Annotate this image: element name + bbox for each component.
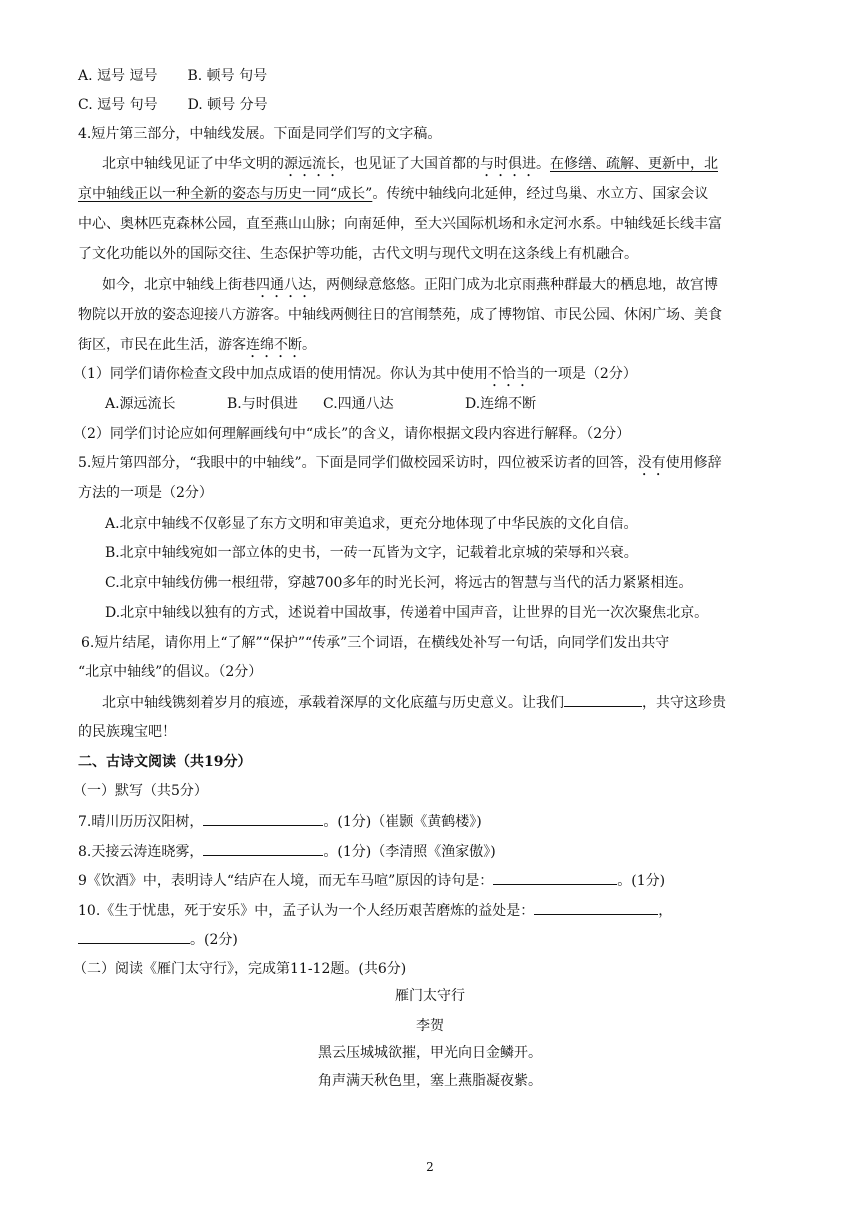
q6-answer-blank[interactable]: [564, 692, 642, 707]
q10-line1: [78, 900, 672, 921]
q9-answer-blank[interactable]: [493, 870, 617, 885]
text: 。(1分)（崔颢《黄鹤楼》): [323, 814, 482, 830]
q4-p1-line3: 中心、奥林匹克森林公园，直至燕山山脉；向南延伸，至大兴国际机场和永定河水系。中轴线延长线丰富: [78, 216, 722, 232]
underlined-sentence-part-2: 京中轴线正以一种全新的姿态与历史一同“成长”: [78, 186, 373, 202]
section2-title: 二、古诗文阅读（共19分）: [78, 754, 252, 770]
q3-option-a: A. 逗号 逗号: [78, 68, 158, 84]
text: ，共守这珍贵: [642, 695, 726, 711]
text: 。: [536, 156, 550, 172]
q7: [78, 811, 482, 832]
q10-answer-blank-2[interactable]: [78, 929, 190, 944]
q6-line1: 6.短片结尾，请你用上“了解”“保护”“传承”三个词语，在横线处补写一句话，向同学们发出共守: [81, 635, 670, 651]
q10-answer-blank-1[interactable]: [534, 900, 658, 915]
text: 。(1分): [617, 873, 666, 889]
q4-p1-line2: [78, 184, 708, 204]
page-number: 2: [426, 1160, 434, 1174]
poem-line-2: 角声满天秋色里，塞上燕脂凝夜紫。: [318, 1073, 542, 1089]
q4-option-a: A.源远流长: [105, 396, 176, 412]
underlined-sentence-part-1: 在修缮、疏解、更新中，北: [550, 156, 718, 172]
dotted-word-inappropriate: 不恰当: [487, 366, 530, 382]
dotted-idiom-4: 连绵不断: [246, 337, 302, 353]
text: 北京中轴线镌刻着岁月的痕迹，承载着深厚的文化底蕴与历史意义。让我们: [102, 695, 564, 711]
q4-p2-line2: 物院以开放的姿态迎接八方游客。中轴线两侧往日的宫闱禁苑，成了博物馆、市民公园、休闲广场、美食: [78, 307, 722, 323]
text: 北京中轴线见证了中华文明的: [102, 156, 284, 172]
q4-p1-line1: [102, 154, 718, 180]
q6-paragraph-line2: 的民族瑰宝吧！: [78, 724, 176, 740]
text: 10.《生于忧患，死于安乐》中，孟子认为一个人经历艰苦磨炼的益处是：: [78, 903, 535, 919]
section2-sub1-title: （一）默写（共5分）: [73, 783, 208, 799]
text: 8.天接云涛连晓雾，: [78, 844, 204, 860]
q3-options-row-1: [78, 66, 267, 86]
section2-sub2-title: （二）阅读《雁门太守行》，完成第11-12题。(共6分): [73, 961, 407, 977]
dotted-word-none: 没有: [637, 455, 666, 471]
q4-p2-line1: [102, 275, 718, 301]
text: （1）同学们请你检查文段中加点成语的使用情况。你认为其中使用: [73, 366, 488, 382]
q4-sub2: （2）同学们讨论应如何理解画线句中“成长”的含义，请你根据文段内容进行解释。（2分）: [73, 426, 631, 442]
text: 9《饮酒》中，表明诗人“结庐在人境，而无车马喧”原因的诗句是：: [78, 873, 494, 889]
dotted-idiom-1: 源远流长: [284, 156, 340, 172]
text: 。: [302, 337, 316, 353]
text: ，: [658, 903, 673, 919]
q5-option-c: C.北京中轴线仿佛一根纽带，穿越700多年的时光长河，将远古的智慧与当代的活力紧紧相连。: [105, 575, 693, 591]
q4-p2-line3: [78, 335, 316, 361]
text: 。(2分): [190, 932, 238, 948]
q4-option-b: B.与时俱进: [227, 396, 298, 412]
dotted-idiom-3: 四通八达: [256, 277, 312, 293]
q3-option-b: B. 顿号 句号: [187, 68, 268, 84]
q3-option-d: D. 顿号 分号: [187, 97, 268, 113]
q4-option-d: D.连绵不断: [465, 396, 537, 412]
q5-option-a: A.北京中轴线不仅彰显了东方文明和审美追求，更充分地体现了中华民族的文化自信。: [105, 516, 638, 532]
dotted-idiom-2: 与时俱进: [480, 156, 536, 172]
text: 。传统中轴线向北延伸，经过鸟巢、水立方、国家会议: [372, 186, 709, 202]
q9: [78, 870, 665, 891]
q3-options-row-2: [78, 95, 268, 115]
q6-paragraph-line1: [102, 692, 726, 713]
poem-line-1: 黑云压城城欲摧，甲光向日金鳞开。: [318, 1045, 542, 1061]
q8: [78, 841, 496, 862]
q5-option-d: D.北京中轴线以独有的方式，述说着中国故事，传递着中国声音，让世界的目光一次次聚焦北京。: [105, 605, 709, 621]
text: 7.晴川历历汉阳树，: [78, 814, 204, 830]
q5-line1: [78, 453, 722, 479]
q3-option-c: C. 逗号 句号: [78, 97, 158, 113]
text: 。(1分)（李清照《渔家傲》): [323, 844, 496, 860]
q7-answer-blank[interactable]: [203, 811, 323, 826]
q8-answer-blank[interactable]: [203, 841, 323, 856]
poem-title: 雁门太守行: [395, 988, 465, 1004]
q6-line2: “北京中轴线”的倡议。（2分）: [78, 664, 263, 680]
text: 5.短片第四部分，“我眼中的中轴线”。下面是同学们做校园采访时，四位被采访者的回答，: [78, 455, 638, 471]
q4-intro: 4.短片第三部分，中轴线发展。下面是同学们写的文字稿。: [78, 126, 442, 142]
q10-line2: [78, 929, 238, 950]
q4-p1-line4: 了文化功能以外的国际交往、生态保护等功能，古代文明与现代文明在这条线上有机融合。: [78, 246, 638, 262]
text: ，也见证了大国首都的: [340, 156, 480, 172]
text: 的一项是（2分）: [529, 366, 637, 382]
q5-line2: 方法的一项是（2分）: [78, 485, 213, 501]
text: 使用修辞: [665, 455, 722, 471]
q4-option-c: C.四通八达: [323, 396, 394, 412]
text: 街区，市民在此生活，游客: [78, 337, 246, 353]
text: ，两侧绿意悠悠。正阳门成为北京雨燕种群最大的栖息地，故宫博: [312, 277, 718, 293]
text: 如今，北京中轴线上街巷: [102, 277, 256, 293]
q5-option-b: B.北京中轴线宛如一部立体的史书，一砖一瓦皆为文字，记载着北京城的荣辱和兴衰。: [105, 545, 638, 561]
poem-author: 李贺: [416, 1018, 444, 1034]
q4-sub1-options: [105, 394, 536, 414]
q4-sub1: [73, 364, 637, 390]
